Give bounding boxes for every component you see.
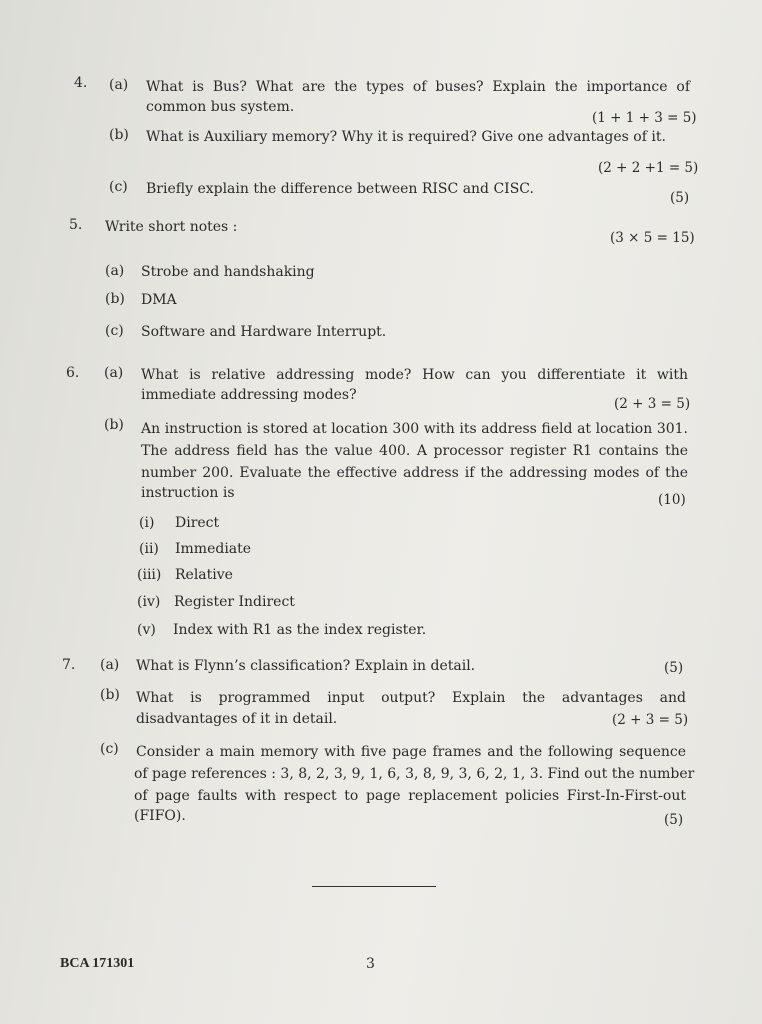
part-label: (b) xyxy=(109,127,129,143)
subpart-text: Relative xyxy=(175,567,233,583)
marks: (5) xyxy=(664,812,684,828)
part-label: (a) xyxy=(100,657,120,673)
subpart-text: Immediate xyxy=(175,541,252,557)
marks: (5) xyxy=(670,190,690,206)
question-text: What is Bus? What are the types of buses? Explain the importance of xyxy=(146,79,690,95)
part-label: (c) xyxy=(105,323,124,339)
end-rule xyxy=(312,886,436,887)
subpart-label: (ii) xyxy=(139,541,159,557)
subpart-label: (v) xyxy=(137,622,156,638)
subpart-label: (iii) xyxy=(137,567,162,583)
part-label: (a) xyxy=(109,77,129,93)
part-label: (a) xyxy=(105,263,125,279)
question-text: DMA xyxy=(141,292,177,308)
marks: (1 + 1 + 3 = 5) xyxy=(592,110,697,126)
marks: (3 × 5 = 15) xyxy=(610,230,695,246)
question-text: Strobe and handshaking xyxy=(141,264,315,280)
part-label: (b) xyxy=(100,687,120,703)
part-label: (b) xyxy=(104,417,124,433)
part-label: (c) xyxy=(109,179,128,195)
marks: (10) xyxy=(658,492,686,508)
marks: (2 + 2 +1 = 5) xyxy=(598,160,699,176)
part-label: (a) xyxy=(104,365,124,381)
marks: (2 + 3 = 5) xyxy=(614,396,691,412)
question-text: number 200. Evaluate the effective address if the addressing modes of the xyxy=(141,465,688,481)
question-text: Write short notes : xyxy=(105,219,238,235)
question-text: (FIFO). xyxy=(134,808,186,824)
question-number: 5. xyxy=(69,217,83,233)
question-text: What is programmed input output? Explain the advantages and xyxy=(136,690,686,706)
question-number: 6. xyxy=(66,365,80,381)
subpart-text: Direct xyxy=(175,515,220,531)
question-number: 4. xyxy=(74,75,88,91)
question-text: disadvantages of it in detail. xyxy=(136,711,338,727)
question-text: What is relative addressing mode? How can you differentiate it with xyxy=(141,367,688,383)
question-text: of page references : 3, 8, 2, 3, 9, 1, 6, 3, 8, 9, 3, 6, 2, 1, 3. Find out the number xyxy=(134,766,695,782)
question-number: 7. xyxy=(62,657,76,673)
question-text: of page faults with respect to page replacement policies First-In-First-out xyxy=(134,788,686,804)
question-text: immediate addressing modes? xyxy=(141,387,357,403)
question-text: An instruction is stored at location 300 with its address field at location 301. xyxy=(141,421,688,437)
question-text: instruction is xyxy=(141,485,235,501)
question-text: Software and Hardware Interrupt. xyxy=(141,324,387,340)
page-number: 3 xyxy=(366,956,375,972)
question-text: common bus system. xyxy=(146,99,295,115)
marks: (5) xyxy=(664,660,684,676)
question-text: Consider a main memory with five page frames and the following sequence xyxy=(136,744,686,760)
paper-code: BCA 171301 xyxy=(60,956,135,971)
part-label: (c) xyxy=(100,741,119,757)
question-text: The address field has the value 400. A processor register R1 contains the xyxy=(141,443,688,459)
part-label: (b) xyxy=(105,291,125,307)
question-text: Briefly explain the difference between RISC and CISC. xyxy=(146,181,534,197)
question-text: What is Flynn’s classification? Explain in detail. xyxy=(136,658,476,674)
subpart-label: (i) xyxy=(139,515,155,531)
subpart-text: Register Indirect xyxy=(174,594,295,610)
subpart-label: (iv) xyxy=(137,594,161,610)
marks: (2 + 3 = 5) xyxy=(612,712,689,728)
subpart-text: Index with R1 as the index register. xyxy=(173,622,427,638)
question-text: What is Auxiliary memory? Why it is required? Give one advantages of it. xyxy=(146,129,666,145)
